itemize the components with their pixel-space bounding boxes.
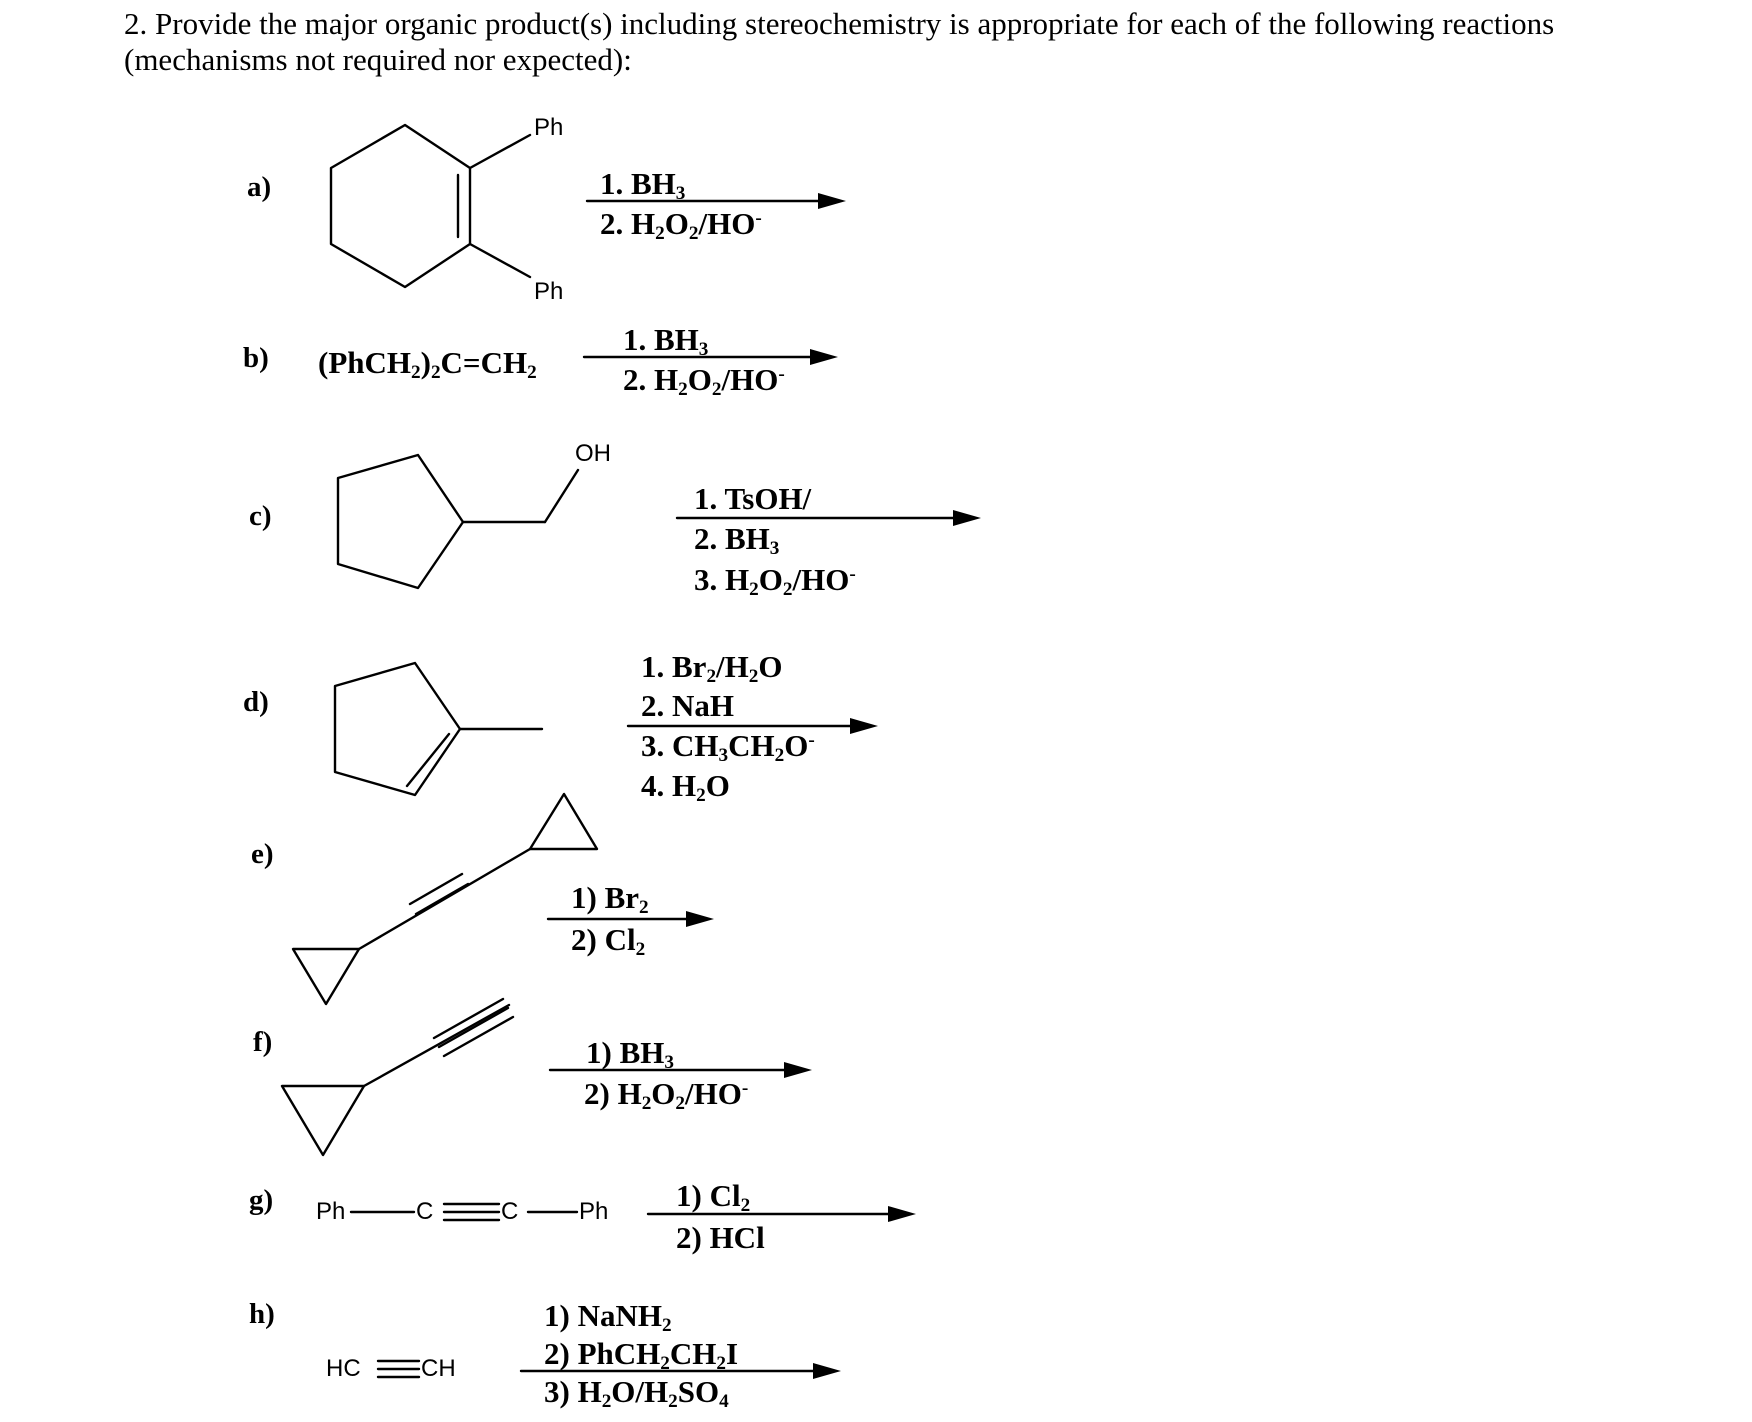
reagent-d-3: 3. $CH_3CH_2O^-$ xyxy=(641,728,815,766)
reagent-h-1: 1) NaNH$_2$ xyxy=(544,1298,672,1336)
structure-d-methylcyclopentene xyxy=(335,663,542,795)
a-phenyl-bottom: Ph xyxy=(534,278,564,305)
reagent-c-3: 3. $H_2O_2/HO^-$ xyxy=(694,562,856,600)
arrow-b-head xyxy=(810,349,838,365)
reagent-e-1: 1) $Br_2$ xyxy=(571,880,649,918)
reagent-b-2: 2. $H_2O_2/HO^-$ xyxy=(623,362,785,400)
label-f: f) xyxy=(253,1026,273,1058)
arrow-c-head xyxy=(953,510,981,526)
reagent-d-1: 1. $Br_2/H_2O$ xyxy=(641,649,783,687)
h-hc: HC xyxy=(326,1355,361,1382)
arrow-h-head xyxy=(813,1363,841,1379)
reagent-e-2: 2) $Cl_2$ xyxy=(571,922,646,960)
a-phenyl-top: Ph xyxy=(534,114,564,141)
label-b: b) xyxy=(243,342,269,374)
label-c: c) xyxy=(249,500,272,532)
label-h: h) xyxy=(249,1298,275,1330)
reagent-d-4: 4. $H_2O$ xyxy=(641,768,730,806)
arrow-a-head xyxy=(818,193,846,209)
g-phenyl-right: Ph xyxy=(579,1198,609,1225)
reagent-d-2: 2. NaH xyxy=(641,688,734,723)
arrow-e-head xyxy=(686,911,714,927)
arrow-f-head xyxy=(784,1062,812,1078)
label-a: a) xyxy=(247,171,272,203)
question-line-1: 2. Provide the major organic product(s) including stereochemistry is appropriate for each of the following reactions xyxy=(124,6,1555,41)
structure-a-cyclohexene xyxy=(331,125,530,287)
b-reactant-formula: $(PhCH_2)_2C=CH_2$ xyxy=(318,345,537,383)
structure-e-dicyclopropylacetylene xyxy=(293,794,597,1004)
arrow-d-head xyxy=(850,718,878,734)
reagent-f-1: 1) $BH_3$ xyxy=(586,1035,674,1073)
label-d: d) xyxy=(243,686,269,718)
reagent-g-1: 1) $Cl_2$ xyxy=(676,1178,751,1216)
reagent-h-3: 3) $H_2O/H_2SO_4$ xyxy=(544,1374,729,1412)
reagent-c-2: 2. $BH_3$ xyxy=(694,521,780,559)
structure-f-cyclopropylacetylene xyxy=(282,999,513,1155)
g-phenyl-left: Ph xyxy=(316,1198,346,1225)
reagent-a-1: 1. $BH_3$ xyxy=(600,166,686,204)
reagent-f-2: 2) $H_2O_2/HO^-$ xyxy=(584,1076,749,1114)
question-line-2: (mechanisms not required nor expected): xyxy=(124,42,632,77)
label-g: g) xyxy=(249,1184,274,1216)
arrow-g-head xyxy=(888,1206,916,1222)
label-e: e) xyxy=(251,838,274,870)
structure-h-acetylene xyxy=(378,1361,419,1377)
reagent-b-1: 1. $BH_3$ xyxy=(623,322,709,360)
reagent-c-1: 1. TsOH/ xyxy=(694,481,812,516)
h-ch: CH xyxy=(421,1355,456,1382)
reagent-g-2: 2) HCl xyxy=(676,1220,765,1255)
structure-c-cyclopentylethanol xyxy=(338,455,578,588)
g-carbon-left: C xyxy=(416,1198,434,1225)
structure-g-diphenylacetylene xyxy=(351,1204,577,1220)
c-hydroxyl: OH xyxy=(575,440,611,467)
reagent-a-2: 2. $H_2O_2/HO^-$ xyxy=(600,206,762,244)
reagent-h-2: 2) $PhCH_2CH_2I$ xyxy=(544,1336,739,1374)
g-carbon-right: C xyxy=(501,1198,519,1225)
